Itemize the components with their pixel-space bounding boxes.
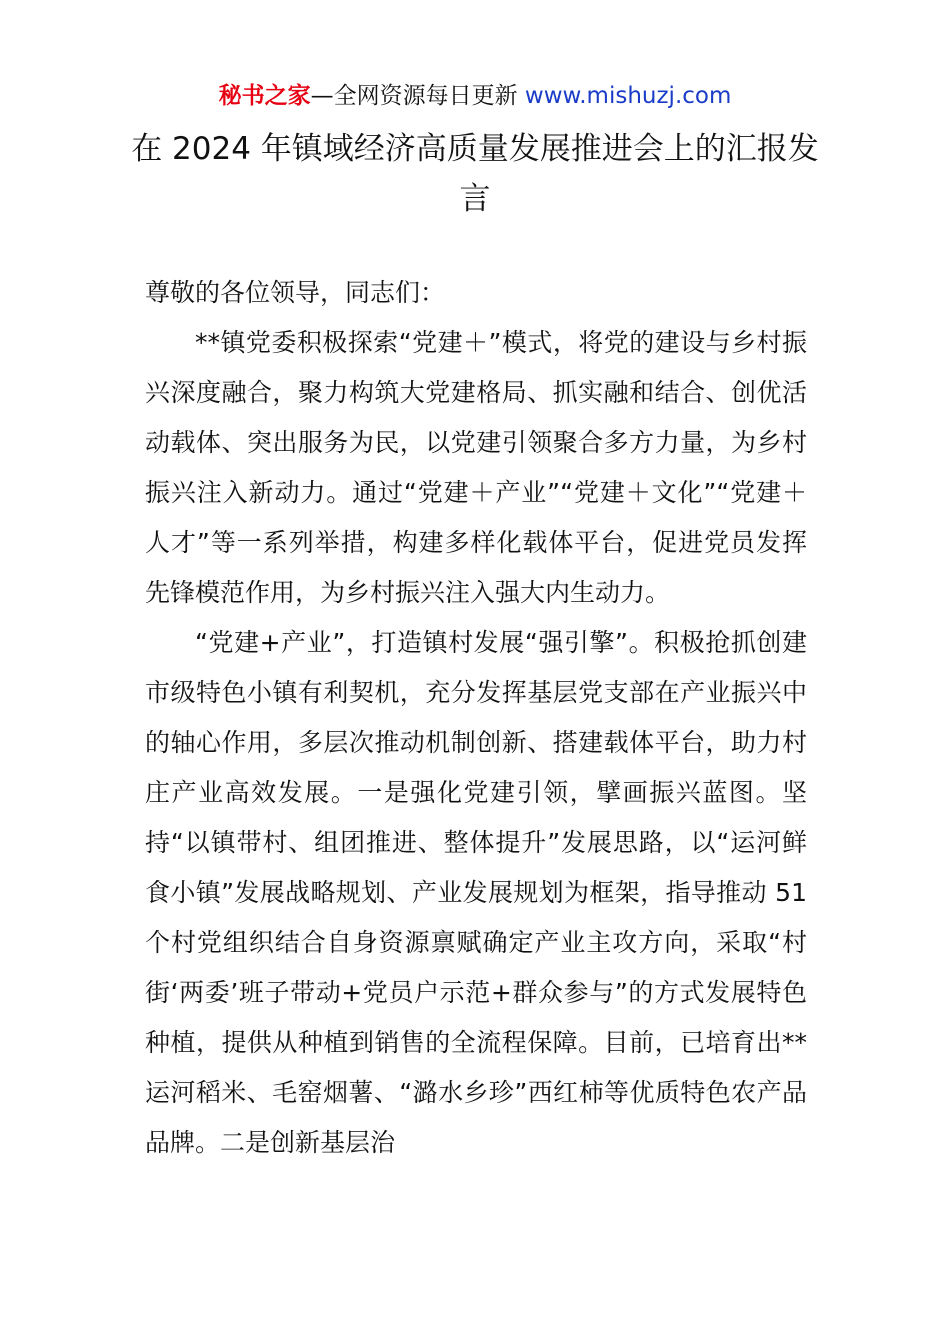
paragraph-intro: **镇党委积极探索“党建＋”模式，将党的建设与乡村振兴深度融合，聚力构筑大党建格局、抓实融和结合、创优活动载体、突出服务为民，以党建引领聚合多方力量，为乡村振兴注入新动力。通过“党建＋产业”“党建＋文化”“党建＋人才”等一系列举措，构建多样化载体平台，促进党员发挥先锋模范作用，为乡村振兴注入强大内生动力。 <box>145 328 807 607</box>
site-brand: 秘书之家 <box>218 83 311 109</box>
site-header <box>0 80 950 112</box>
paragraph-party-industry: “党建+产业”，打造镇村发展“强引擎”。积极抢抓创建市级特色小镇有利契机，充分发挥基层党支部在产业振兴中的轴心作用，多层次推动机制创新、搭建载体平台，助力村庄产业高效发展。一是强化党建引领，擘画振兴蓝图。坚持“以镇带村、组团推进、整体提升”发展思路，以“运河鲜食小镇”发展战略规划、产业发展规划为框架，指导推动 51 个村党组织结合自身资源禀赋确定产业主攻方向，采取“村街‘两委’班子带动+党员户示范+群众参与”的方式发展特色种植，提供从种植到销售的全流程保障。目前，已培育出**运河稻米、毛窑烟薯、“潞水乡珍”西红柿等优质特色农产品品牌。二是创新基层治 <box>145 628 807 1157</box>
salutation: 尊敬的各位领导，同志们： <box>145 278 446 307</box>
document-body <box>145 268 807 1168</box>
site-tagline: —全网资源每日更新 <box>310 83 518 109</box>
site-url-link[interactable]: www.mishuzj.com <box>524 83 732 109</box>
document-title: 在 2024 年镇域经济高质量发展推进会上的汇报发言 <box>131 131 819 217</box>
